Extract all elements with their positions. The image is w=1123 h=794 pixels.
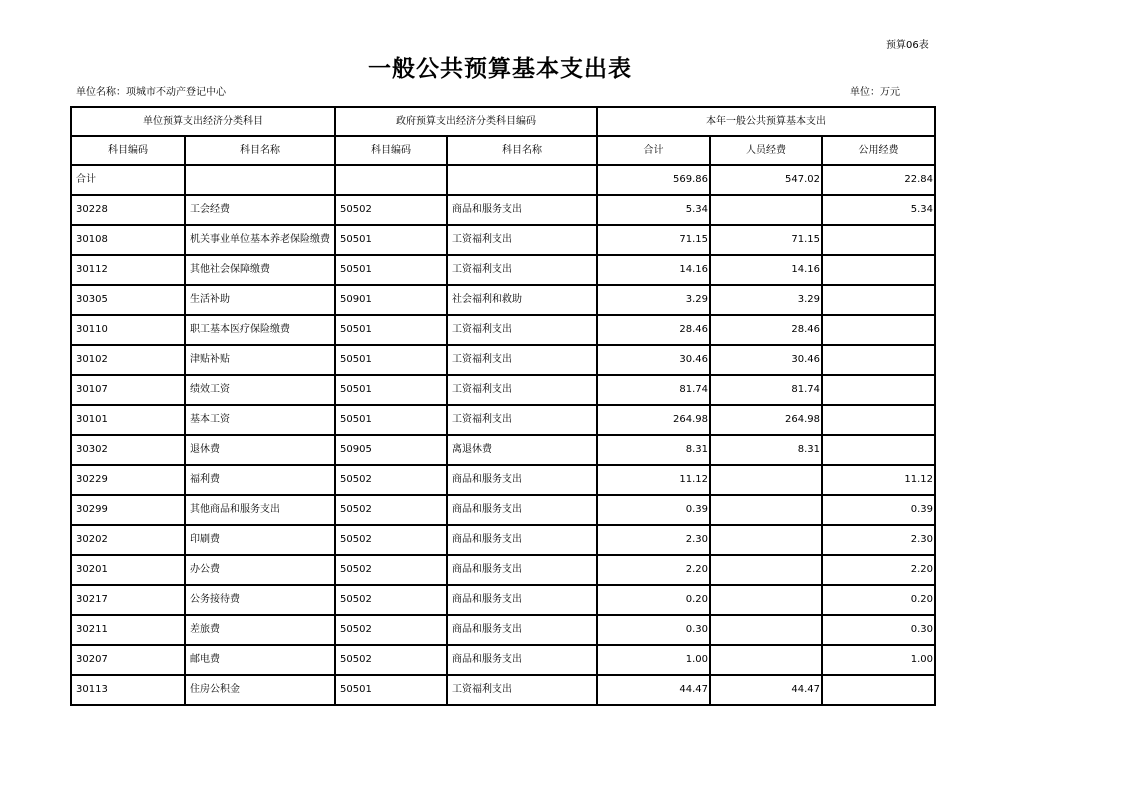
cell-gov-code: 50501 [335, 375, 447, 405]
table-row [71, 285, 935, 315]
cell-personnel [710, 645, 822, 675]
cell-personnel: 14.16 [710, 255, 822, 285]
cell-gov-code: 50502 [335, 645, 447, 675]
cell-total: 264.98 [597, 405, 710, 435]
cell-total: 1.00 [597, 645, 710, 675]
cell-gov-name: 工资福利支出 [447, 405, 597, 435]
cell-gov-name: 工资福利支出 [447, 315, 597, 345]
cell-total: 28.46 [597, 315, 710, 345]
cell-econ-code: 30201 [71, 555, 185, 585]
col-header: 人员经费 [710, 136, 822, 165]
cell-gov-code: 50501 [335, 255, 447, 285]
cell-total: 0.30 [597, 615, 710, 645]
table-row [71, 555, 935, 585]
cell-total: 44.47 [597, 675, 710, 705]
table-row [71, 345, 935, 375]
cell-econ-code: 合计 [71, 165, 185, 195]
cell-econ-name: 其他社会保障缴费 [185, 255, 335, 285]
cell-public [822, 405, 935, 435]
cell-public: 0.39 [822, 495, 935, 525]
cell-personnel [710, 525, 822, 555]
cell-total: 0.39 [597, 495, 710, 525]
cell-personnel: 71.15 [710, 225, 822, 255]
unit-name: 单位名称：项城市不动产登记中心 [76, 87, 226, 98]
header-unit-classification: 单位预算支出经济分类科目 [71, 107, 335, 136]
cell-econ-name: 印刷费 [185, 525, 335, 555]
cell-personnel: 81.74 [710, 375, 822, 405]
cell-econ-name: 差旅费 [185, 615, 335, 645]
cell-public [822, 315, 935, 345]
cell-personnel [710, 495, 822, 525]
col-header: 科目名称 [447, 136, 597, 165]
table-row [71, 645, 935, 675]
cell-public: 1.00 [822, 645, 935, 675]
cell-gov-code: 50502 [335, 495, 447, 525]
cell-econ-code: 30202 [71, 525, 185, 555]
cell-econ-name: 福利费 [185, 465, 335, 495]
cell-total: 11.12 [597, 465, 710, 495]
cell-gov-code: 50501 [335, 315, 447, 345]
cell-econ-code: 30110 [71, 315, 185, 345]
cell-public: 11.12 [822, 465, 935, 495]
cell-total: 2.30 [597, 525, 710, 555]
cell-econ-code: 30229 [71, 465, 185, 495]
cell-public: 22.84 [822, 165, 935, 195]
cell-personnel [710, 615, 822, 645]
cell-econ-name: 住房公积金 [185, 675, 335, 705]
cell-econ-name: 津贴补贴 [185, 345, 335, 375]
cell-gov-name: 商品和服务支出 [447, 525, 597, 555]
cell-gov-name [447, 165, 597, 195]
cell-total: 5.34 [597, 195, 710, 225]
cell-gov-code: 50502 [335, 555, 447, 585]
cell-gov-code: 50501 [335, 345, 447, 375]
table-row [71, 615, 935, 645]
cell-public [822, 435, 935, 465]
cell-personnel: 8.31 [710, 435, 822, 465]
table-row [71, 585, 935, 615]
cell-personnel: 44.47 [710, 675, 822, 705]
cell-gov-name: 工资福利支出 [447, 255, 597, 285]
table-row [71, 195, 935, 225]
cell-personnel: 3.29 [710, 285, 822, 315]
cell-gov-code: 50501 [335, 225, 447, 255]
cell-gov-name: 社会福利和救助 [447, 285, 597, 315]
cell-personnel [710, 555, 822, 585]
cell-econ-name: 职工基本医疗保险缴费 [185, 315, 335, 345]
cell-econ-code: 30102 [71, 345, 185, 375]
cell-personnel: 264.98 [710, 405, 822, 435]
cell-gov-code: 50502 [335, 615, 447, 645]
cell-public: 0.30 [822, 615, 935, 645]
cell-gov-code: 50501 [335, 405, 447, 435]
cell-gov-name: 工资福利支出 [447, 675, 597, 705]
cell-econ-name: 机关事业单位基本养老保险缴费 [185, 225, 335, 255]
cell-total: 81.74 [597, 375, 710, 405]
table-row [71, 225, 935, 255]
cell-gov-name: 商品和服务支出 [447, 585, 597, 615]
cell-econ-code: 30228 [71, 195, 185, 225]
cell-gov-name: 商品和服务支出 [447, 615, 597, 645]
form-number: 预算06表 [886, 40, 929, 51]
cell-personnel: 30.46 [710, 345, 822, 375]
col-header: 合计 [597, 136, 710, 165]
cell-econ-code: 30108 [71, 225, 185, 255]
cell-personnel: 28.46 [710, 315, 822, 345]
table-row [71, 525, 935, 555]
cell-total: 8.31 [597, 435, 710, 465]
cell-public [822, 255, 935, 285]
cell-total: 0.20 [597, 585, 710, 615]
cell-gov-name: 商品和服务支出 [447, 555, 597, 585]
table-row [71, 315, 935, 345]
cell-gov-code: 50502 [335, 465, 447, 495]
cell-gov-name: 工资福利支出 [447, 375, 597, 405]
table-row [71, 495, 935, 525]
cell-public [822, 345, 935, 375]
cell-gov-code [335, 165, 447, 195]
cell-personnel: 547.02 [710, 165, 822, 195]
cell-gov-name: 离退休费 [447, 435, 597, 465]
table-row [71, 465, 935, 495]
cell-gov-name: 商品和服务支出 [447, 645, 597, 675]
cell-econ-code: 30305 [71, 285, 185, 315]
cell-econ-code: 30302 [71, 435, 185, 465]
col-header: 科目编码 [71, 136, 185, 165]
expenditure-table [70, 106, 936, 706]
cell-econ-code: 30113 [71, 675, 185, 705]
cell-econ-name: 生活补助 [185, 285, 335, 315]
cell-personnel [710, 195, 822, 225]
cell-econ-code: 30299 [71, 495, 185, 525]
cell-public: 2.20 [822, 555, 935, 585]
header-column-row [71, 136, 935, 165]
cell-econ-code: 30107 [71, 375, 185, 405]
cell-gov-name: 工资福利支出 [447, 345, 597, 375]
cell-total: 71.15 [597, 225, 710, 255]
table-row [71, 435, 935, 465]
cell-public [822, 285, 935, 315]
header-basic-expenditure: 本年一般公共预算基本支出 [597, 107, 935, 136]
cell-gov-code: 50901 [335, 285, 447, 315]
cell-econ-name: 公务接待费 [185, 585, 335, 615]
total-row [71, 165, 935, 195]
table-row [71, 675, 935, 705]
table-row [71, 375, 935, 405]
cell-personnel [710, 585, 822, 615]
cell-gov-name: 商品和服务支出 [447, 195, 597, 225]
cell-econ-name: 邮电费 [185, 645, 335, 675]
cell-gov-code: 50905 [335, 435, 447, 465]
col-header: 公用经费 [822, 136, 935, 165]
cell-econ-name: 基本工资 [185, 405, 335, 435]
cell-econ-name: 绩效工资 [185, 375, 335, 405]
cell-gov-code: 50501 [335, 675, 447, 705]
cell-total: 2.20 [597, 555, 710, 585]
cell-econ-code: 30112 [71, 255, 185, 285]
cell-gov-name: 工资福利支出 [447, 225, 597, 255]
cell-econ-code: 30217 [71, 585, 185, 615]
cell-gov-name: 商品和服务支出 [447, 465, 597, 495]
cell-econ-code: 30207 [71, 645, 185, 675]
cell-public [822, 225, 935, 255]
cell-econ-name: 工会经费 [185, 195, 335, 225]
header-group-row [71, 107, 935, 136]
cell-econ-code: 30101 [71, 405, 185, 435]
cell-econ-name [185, 165, 335, 195]
cell-gov-code: 50502 [335, 585, 447, 615]
cell-total: 3.29 [597, 285, 710, 315]
cell-gov-code: 50502 [335, 525, 447, 555]
cell-econ-name: 办公费 [185, 555, 335, 585]
cell-econ-name: 退休费 [185, 435, 335, 465]
page-title: 一般公共预算基本支出表 [368, 56, 632, 82]
cell-public: 5.34 [822, 195, 935, 225]
cell-econ-name: 其他商品和服务支出 [185, 495, 335, 525]
cell-total: 14.16 [597, 255, 710, 285]
currency-unit: 单位：万元 [850, 87, 900, 98]
cell-gov-name: 商品和服务支出 [447, 495, 597, 525]
table-row [71, 405, 935, 435]
cell-public: 0.20 [822, 585, 935, 615]
col-header: 科目编码 [335, 136, 447, 165]
cell-econ-code: 30211 [71, 615, 185, 645]
table-row [71, 255, 935, 285]
header-gov-classification: 政府预算支出经济分类科目编码 [335, 107, 597, 136]
cell-public [822, 375, 935, 405]
cell-gov-code: 50502 [335, 195, 447, 225]
cell-public [822, 675, 935, 705]
cell-total: 30.46 [597, 345, 710, 375]
cell-personnel [710, 465, 822, 495]
cell-total: 569.86 [597, 165, 710, 195]
cell-public: 2.30 [822, 525, 935, 555]
col-header: 科目名称 [185, 136, 335, 165]
